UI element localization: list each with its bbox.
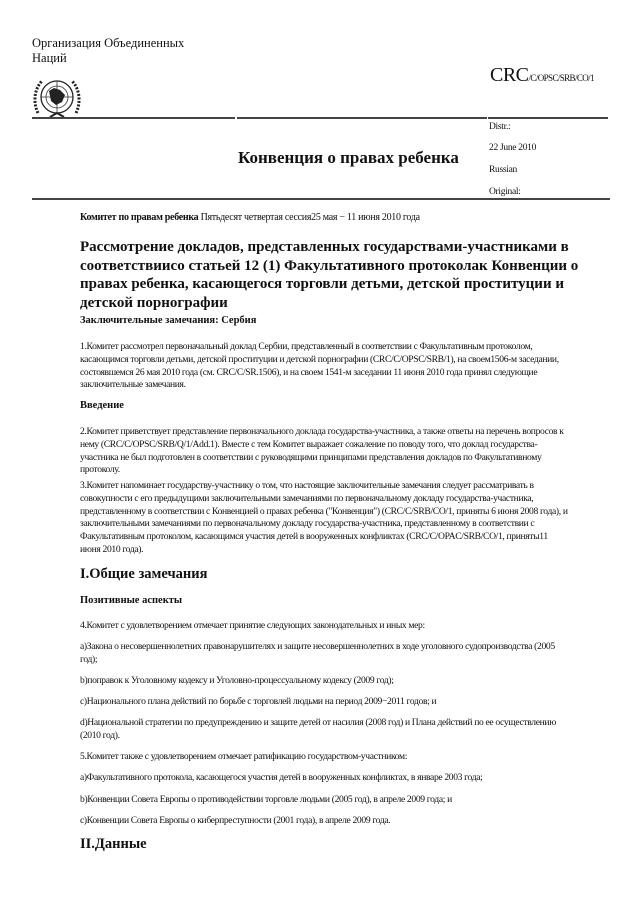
paragraph-4: 4.Комитет с удовлетворением отмечает принятие следующих законодательных и иных мер: xyxy=(80,620,425,631)
paragraph-5c: c)Конвенции Совета Европы о киберпреступности (2001 года), в апреле 2009 года. xyxy=(80,815,391,826)
committee-name: Комитет по правам ребенка xyxy=(80,212,199,223)
original-label: Original: xyxy=(489,187,521,197)
committee-line xyxy=(80,212,420,223)
symbol-prefix: CRC xyxy=(490,64,529,86)
paragraph-3: 3.Комитет напоминает государству-участнику о том, что настоящие заключительные замечания следует рассматривать в совокупности с его предыдущими заключительными замечаниями по первоначальному докладу государства-участника, представленному в соответствии с Конвенцией о правах ребенка ("Конвенция") (CRC/C/SRB/CO/1, приняты 6 июня 2008 года), и заключительными замечаниями по первоначальному докладу государства-участника, представленному в соответствии с Факультативным протоколом, касающимся участия детей в вооруженных конфликтах (CRC/C/OPAC/SRB/CO/1, приняты11 июня 2010 года). xyxy=(80,480,568,555)
organization-line-1: Организация Объединенных xyxy=(32,36,185,50)
document-date: 22 June 2010 xyxy=(489,143,537,153)
concluding-observations-heading: Заключительные замечания: Сербия xyxy=(80,315,257,326)
paragraph-4a: а)Закона о несовершеннолетних правонарушителях и защите несовершеннолетних в ходе уголовного судопроизводства (2005 год); xyxy=(80,641,555,665)
paragraph-4b: b)поправок к Уголовному кодексу и Уголовно-процессуальному кодексу (2009 год); xyxy=(80,675,394,686)
symbol-suffix: /C/OPSC/SRB/CO/1 xyxy=(528,73,594,83)
header-divider xyxy=(237,117,487,119)
header-divider xyxy=(488,117,608,119)
document-symbol xyxy=(490,64,594,87)
header-divider xyxy=(32,117,235,119)
paragraph-5a: a)Факультативного протокола, касающегося участия детей в вооруженных конфликтах, в январе 2003 года; xyxy=(80,772,483,783)
organization-line-2: Наций xyxy=(32,51,67,65)
paragraph-1: 1.Комитет рассмотрел первоначальный доклад Сербии, представленный в соответствии с Факультативным протоколом, касающимся торговли детьми, детской проституции и детской порнографии (CRC/C/OPSC/SRB/1), на своем1506-м заседании, состоявшемся 26 мая 2010 года (см. CRC/C/SR.1506), и на своем 1541-м заседании 11 июня 2010 года принял следующие заключительные замечания. xyxy=(80,341,559,391)
section-data: II.Данные xyxy=(80,836,147,852)
session-dates: 25 мая − 11 июня 2010 года xyxy=(311,212,420,223)
introduction-heading: Введение xyxy=(80,400,124,411)
page-title: Конвенция о правах ребенка xyxy=(238,148,459,167)
section-general-observations: I.Общие замечания xyxy=(80,566,208,582)
paragraph-2: 2.Комитет приветствует представление первоначального доклада государства-участника, а также ответы на перечень вопросов к нему (CRC/C/OPSC/SRB/Q/1/Add.1). Вместе с тем Комитет выражает сожаление по поводу того, что доклад государства-участника не был подготовлен в соответствии с руководящими принципами представления докладов по Факультативному протоколу. xyxy=(80,426,564,476)
paragraph-5: 5.Комитет также с удовлетворением отмечает ратификацию государством-участником: xyxy=(80,751,408,762)
session-name: Пятьдесят четвертая сессия xyxy=(200,212,312,223)
header-bottom-divider xyxy=(32,198,610,200)
positive-aspects-heading: Позитивные аспекты xyxy=(80,595,183,606)
distribution-label: Distr.: xyxy=(489,122,511,132)
un-emblem-icon xyxy=(32,75,82,120)
paragraph-4d: d)Национальной стратегии по предупреждению и защите детей от насилия (2008 год) и Плана действий по ее осуществлению (2010 год). xyxy=(80,717,557,741)
main-heading: Рассмотрение докладов, представленных государствами-участниками в соответствиисо статьей 12 (1) Факультативного протоколак Конвенции о правах ребенка, касающегося торговли детьми, детской проституции и детской порнографии xyxy=(80,239,579,311)
paragraph-4c: c)Национального плана действий по борьбе с торговлей людьми на период 2009−2011 годов; и xyxy=(80,696,437,707)
organization-name xyxy=(32,36,184,66)
document-language: Russian xyxy=(489,165,517,175)
paragraph-5b: b)Конвенции Совета Европы о противодействии торговле людьми (2005 год), в апреле 2009 года; и xyxy=(80,794,452,805)
